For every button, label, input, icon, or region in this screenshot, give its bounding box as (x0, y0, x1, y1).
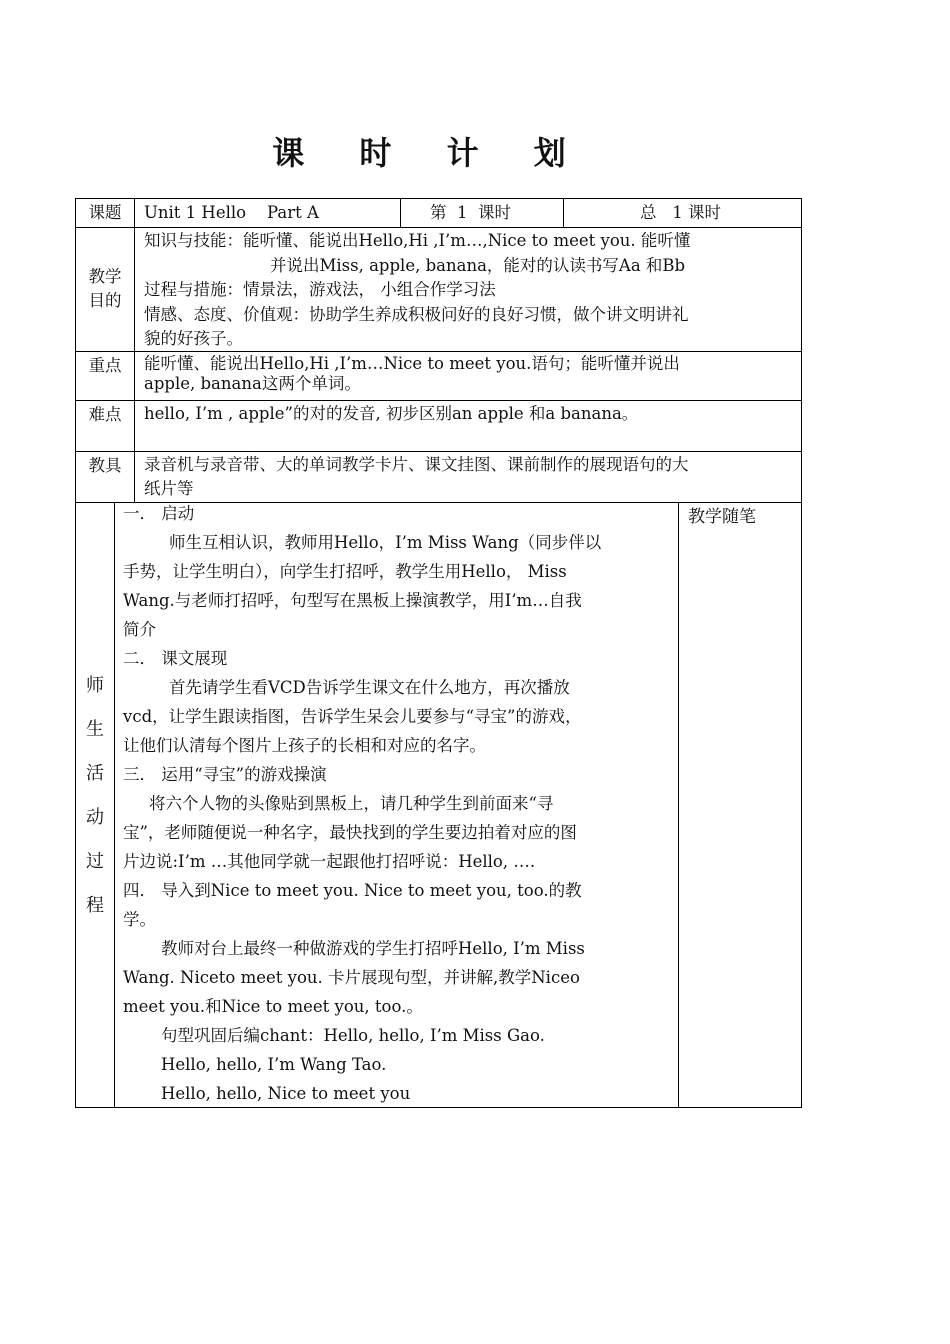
topic-value: Unit 1 Hello Part A (144, 203, 319, 222)
process-content (123, 499, 675, 1108)
tools-label: 教具 (88, 456, 122, 475)
section-1-line: 简介 (123, 620, 156, 639)
objectives-label (76, 265, 134, 313)
process-label (76, 664, 114, 928)
section-2-line: 让他们认清每个图片上孩子的长相和对应的名字。 (123, 736, 486, 755)
tools-line-2: 纸片等 (144, 479, 194, 498)
section-4-line: meet you.和Nice to meet you, too.。 (123, 997, 423, 1016)
section-1-line: Wang.与老师打招呼，句型写在黑板上操演教学，用I’m…自我 (123, 591, 582, 610)
process-label-char: 师 (86, 675, 104, 696)
section-2-line: vcd，让学生跟读指图，告诉学生呆会儿要参与“寻宝”的游戏， (123, 707, 582, 726)
key-points-line-2: apple, banana这两个单词。 (144, 374, 361, 393)
section-3-line: 宝”，老师随便说一种名字，最快找到的学生要边拍着对应的图 (123, 823, 577, 842)
total-lessons: 总 1 课时 (640, 203, 721, 222)
objectives-label-line1: 教学 (88, 267, 122, 286)
objectives-line-5: 貌的好孩子。 (144, 329, 243, 348)
section-3-heading: 三． 运用“寻宝”的游戏操演 (123, 765, 327, 784)
process-label-char: 程 (86, 895, 104, 916)
section-1-line: 手势，让学生明白），向学生打招呼，教学生用Hello， Miss (123, 562, 567, 581)
section-3-line: 将六个人物的头像贴到黑板上，请几种学生到前面来“寻 (149, 794, 554, 813)
section-1-line: 师生互相认识，教师用Hello，I’m Miss Wang（同步伴以 (169, 533, 602, 552)
teaching-notes-label: 教学随笔 (688, 507, 756, 527)
section-2-line: 首先请学生看VCD告诉学生课文在什么地方，再次播放 (169, 678, 570, 697)
section-4-line: 教师对台上最终一种做游戏的学生打招呼Hello, I’m Miss (161, 939, 585, 958)
process-label-char: 动 (86, 807, 104, 828)
page-title: 课 时 计 划 (272, 134, 588, 172)
chant-line: 句型巩固后编chant：Hello, hello, I’m Miss Gao. (161, 1026, 545, 1045)
objectives-line-4: 情感、态度、价值观：协助学生养成积极问好的良好习惯，做个讲文明讲礼 (144, 305, 689, 324)
chant-line: Hello, hello, Nice to meet you (161, 1084, 411, 1103)
chant-line: Hello, hello, I’m Wang Tao. (161, 1055, 387, 1074)
key-points-line-1: 能听懂、能说出Hello,Hi ,I’m…Nice to meet you.语句；能听懂并说出 (144, 354, 680, 373)
section-1-heading: 一． 启动 (123, 504, 195, 523)
difficulties-text: hello, I’m , apple”的对的发音, 初步区别an apple 和a banana。 (144, 404, 639, 423)
section-4-line: 学。 (123, 910, 156, 929)
section-2-heading: 二． 课文展现 (123, 649, 228, 668)
section-4-line: Wang. Niceto meet you. 卡片展现句型，并讲解,教学Niceo (123, 968, 580, 987)
objectives-line-3: 过程与措施：情景法，游戏法， 小组合作学习法 (144, 280, 496, 299)
difficulties-label: 难点 (88, 405, 122, 424)
section-3-line: 片边说:I’m …其他同学就一起跟他打招呼说：Hello, …. (123, 852, 536, 871)
objectives-line-1: 知识与技能：能听懂、能说出Hello,Hi ,I’m…,Nice to meet you. 能听懂 (144, 231, 691, 250)
process-label-char: 生 (86, 719, 104, 740)
objectives-line-2: 并说出Miss, apple, banana，能对的认读书写Aa 和Bb (270, 256, 686, 275)
process-label-char: 活 (86, 763, 104, 784)
lesson-number: 第 1 课时 (430, 203, 511, 222)
topic-label: 课题 (88, 203, 122, 222)
process-label-char: 过 (86, 851, 104, 872)
key-points-label: 重点 (88, 356, 122, 375)
objectives-label-line2: 目的 (88, 291, 122, 310)
tools-line-1: 录音机与录音带、大的单词教学卡片、课文挂图、课前制作的展现语句的大 (144, 455, 689, 474)
section-4-heading: 四． 导入到Nice to meet you. Nice to meet you, too.的教 (123, 881, 582, 900)
